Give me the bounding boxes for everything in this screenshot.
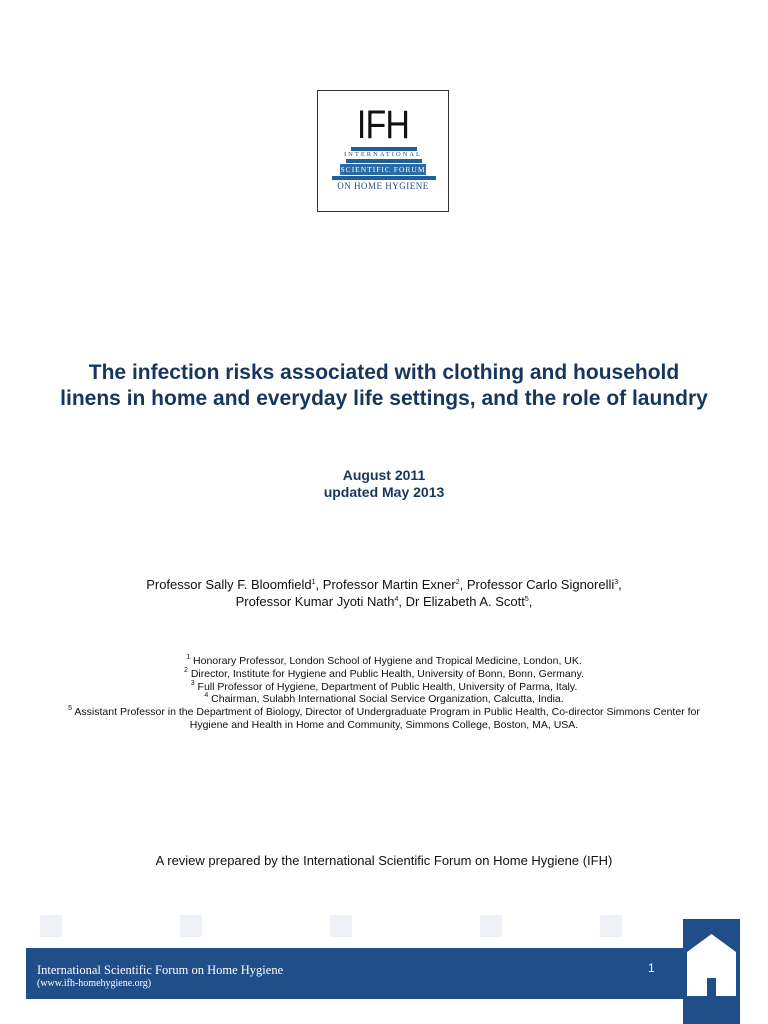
affiliation-text: Director, Institute for Hygiene and Public Health, University of Bonn, Bonn, Germany. — [190, 667, 584, 680]
watermark-square — [330, 915, 352, 937]
watermark-square — [480, 915, 502, 937]
author-sup: 2 — [455, 579, 460, 586]
affiliation-sup: 5 — [68, 705, 73, 713]
author-name: Professor Sally F. Bloomfield — [146, 577, 312, 592]
author-name: Professor Carlo Signorelli — [466, 577, 615, 592]
author-name: Dr Elizabeth A. Scott — [405, 593, 525, 609]
logo-line-home-hygiene: ON HOME HYGIENE — [337, 181, 429, 191]
document-date — [0, 467, 768, 501]
house-icon — [683, 930, 740, 1000]
author-sup: 1 — [311, 579, 316, 586]
affiliation-sup: 4 — [204, 692, 209, 700]
affiliation-item — [60, 681, 708, 694]
affiliation-text: Assistant Professor in the Department of Biology, Director of Undergraduate Program in Public Health, Co-director Simmons Center for Hygiene and Health in Home and Community, Simmons College, Boston, MA, USA. — [74, 706, 700, 731]
affiliation-text: Honorary Professor, London School of Hygiene and Tropical Medicine, London, UK. — [193, 655, 582, 667]
affiliation-sup: 3 — [190, 679, 195, 687]
logo-mark: IFH — [356, 103, 410, 147]
affiliation-item — [60, 706, 708, 732]
author-sup: 5 — [524, 595, 529, 603]
logo-line-scientific-forum: SCIENTIFIC FORUM — [340, 165, 426, 174]
author-list — [40, 577, 728, 610]
affiliation-list — [60, 655, 708, 732]
watermark-square — [40, 915, 62, 937]
date-updated: updated May 2013 — [323, 484, 445, 500]
author-sup: 3 — [614, 579, 619, 586]
page-number: 1 — [648, 961, 655, 975]
affiliation-sup: 1 — [186, 654, 191, 661]
author-sup: 4 — [394, 595, 399, 603]
logo-line-international: INTERNATIONAL — [344, 151, 422, 158]
footer-org-name: International Scientific Forum on Home Hygiene — [37, 963, 284, 977]
logo-stripe-middle — [346, 159, 422, 163]
author-line-1: Professor Sally F. Bloomfield$^1$, Professor Martin Exner$^2$, Professor Carlo Signorelli$^3$, — [146, 577, 622, 592]
document-title: The infection risks associated with clothing and household linens in home and everyday life settings, and the role of laundry — [60, 361, 708, 410]
watermark-square — [180, 915, 202, 937]
review-statement: A review prepared by the International Scientific Forum on Home Hygiene (IFH) — [155, 853, 613, 868]
corner-square — [683, 999, 740, 1024]
affiliation-item — [60, 655, 708, 668]
affiliation-text: Full Professor of Hygiene, Department of Public Health, University of Parma, Italy. — [197, 680, 578, 693]
author-line-2: Professor Kumar Jyoti Nath$^4$, Dr Elizabeth A. Scott$^5$, — [235, 593, 533, 609]
corner-square — [740, 948, 768, 999]
watermark-square — [600, 915, 622, 937]
date-original: August 2011 — [342, 467, 426, 483]
affiliation-sup: 2 — [184, 666, 188, 674]
logo-stripe-bottom — [332, 176, 436, 180]
footer-url: (www.ifh-homehygiene.org) — [37, 978, 152, 989]
ifh-logo — [317, 90, 449, 212]
author-name: Professor Martin Exner — [322, 577, 456, 592]
author-name: Professor Kumar Jyoti Nath — [235, 593, 395, 609]
affiliation-item — [60, 693, 708, 706]
affiliation-item — [60, 668, 708, 681]
affiliation-text: Chairman, Sulabh International Social Service Organization, Calcutta, India. — [211, 693, 564, 706]
